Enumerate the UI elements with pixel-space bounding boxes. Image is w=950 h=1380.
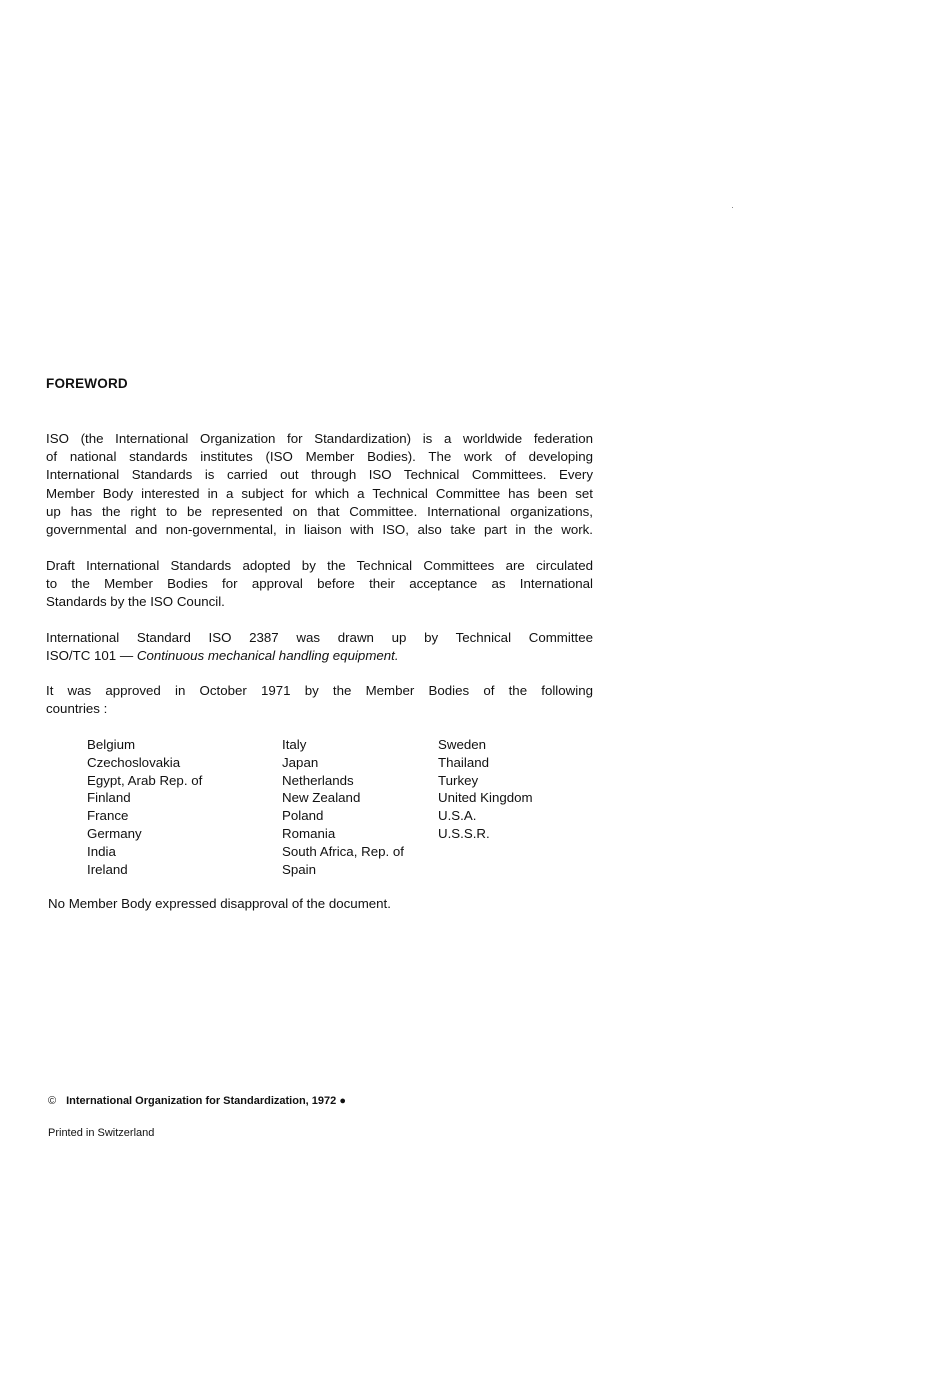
country-item: Thailand <box>438 754 490 770</box>
country-item: U.S.A. <box>438 808 477 824</box>
paragraph-line: Member Body interested in a subject for which a Technical Committee has been set <box>46 485 593 501</box>
copyright-symbol-icon: © <box>48 1095 57 1107</box>
paragraph-line: governmental and non-governmental, in liaison with ISO, also take part in the work. <box>46 522 593 538</box>
paragraph-line: ISO (the International Organization for Standardization) is a worldwide federation <box>46 431 593 446</box>
country-item: Italy <box>282 737 307 752</box>
country-item: Egypt, Arab Rep. of <box>87 772 203 788</box>
country-item: Sweden <box>438 737 487 752</box>
copyright-line <box>48 1095 346 1107</box>
country-item: Netherlands <box>282 772 354 788</box>
foreword-paragraph-2 <box>46 557 593 612</box>
foreword-paragraph-4 <box>46 682 593 718</box>
country-item: South Africa, Rep. of <box>282 843 404 859</box>
country-item: United Kingdom <box>438 790 533 806</box>
country-item: Belgium <box>87 737 136 752</box>
foreword-heading: FOREWORD <box>46 376 128 391</box>
country-item: Romania <box>282 825 336 841</box>
foreword-paragraph-1 <box>46 430 593 539</box>
closing-statement: No Member Body expressed disapproval of the document. <box>48 896 391 911</box>
paragraph-line: countries : <box>46 701 108 717</box>
country-item: Japan <box>282 754 319 770</box>
country-item: Czechoslovakia <box>87 754 181 770</box>
country-item: Turkey <box>438 772 479 788</box>
country-item: Poland <box>282 808 324 824</box>
country-item: U.S.S.R. <box>438 825 490 841</box>
paragraph-line: of national standards institutes (ISO Member Bodies). The work of developing <box>46 449 593 465</box>
countries-column-3 <box>438 736 533 843</box>
paragraph-line: Standards by the ISO Council. <box>46 594 225 610</box>
copyright-text: International Organization for Standardization, 1972 ● <box>66 1095 346 1107</box>
paragraph-line: International Standard ISO 2387 was drawn up by Technical Committee <box>46 630 593 645</box>
country-item: Ireland <box>87 861 128 877</box>
paragraph-line: It was approved in October 1971 by the Member Bodies of the following <box>46 683 593 698</box>
paragraph-line: International Standards is carried out through ISO Technical Committees. Every <box>46 467 593 483</box>
paragraph-line <box>46 647 593 665</box>
foreword-paragraph-3 <box>46 629 593 665</box>
country-item: Spain <box>282 861 317 877</box>
countries-column-2 <box>282 736 404 878</box>
countries-column-1 <box>87 736 202 878</box>
printed-in-note: Printed in Switzerland <box>48 1127 155 1139</box>
country-item: France <box>87 808 129 824</box>
committee-reference: ISO/TC 101 — <box>46 648 137 664</box>
country-item: Finland <box>87 790 131 806</box>
scan-speck <box>732 207 733 208</box>
committee-title: Continuous mechanical handling equipment. <box>136 648 399 664</box>
country-item: India <box>87 843 116 859</box>
country-item: New Zealand <box>282 790 361 806</box>
paragraph-line: up has the right to be represented on that Committee. International organizations, <box>46 503 593 519</box>
paragraph-line: Draft International Standards adopted by the Technical Committees are circulated <box>46 558 593 573</box>
paragraph-line: to the Member Bodies for approval before their acceptance as International <box>46 576 593 592</box>
country-item: Germany <box>87 825 142 841</box>
